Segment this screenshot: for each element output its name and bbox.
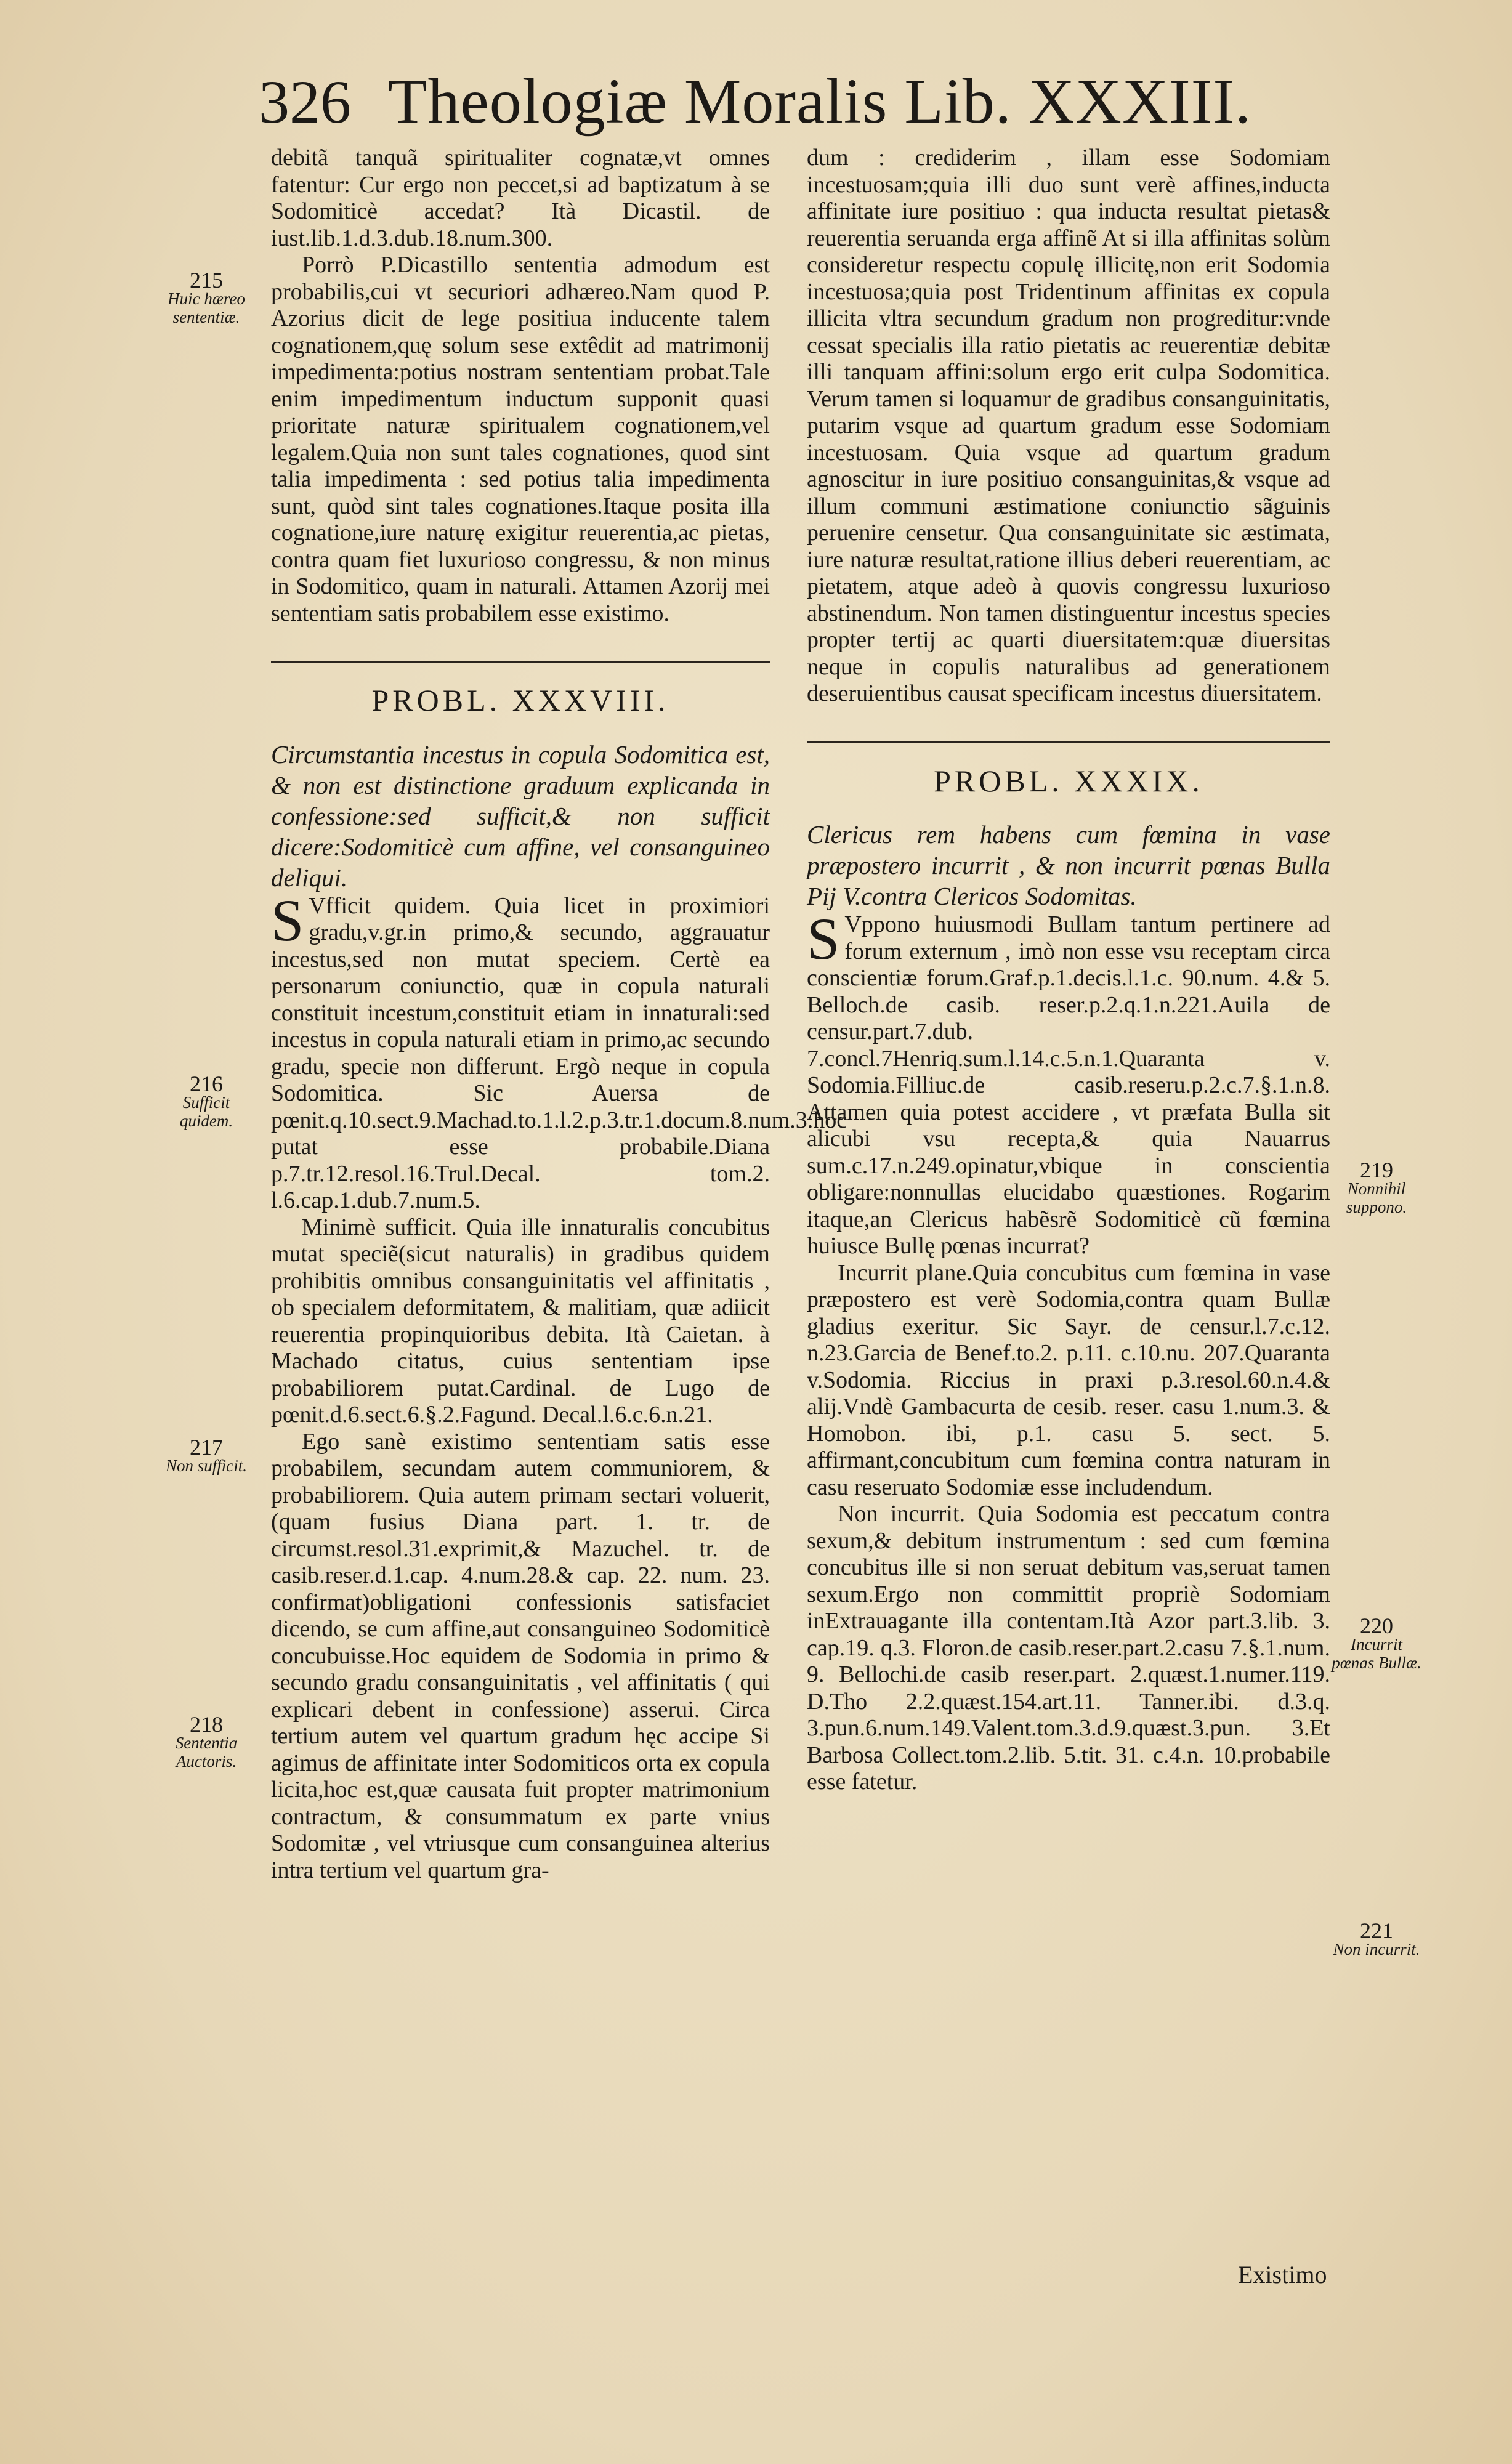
drop-cap: S bbox=[807, 906, 840, 972]
paragraph: dum : crediderim , illam esse Sodomiam incestuosam;quia illi duo sunt verè affines,inducta affinitate iure positiuo : qua inducta resultat pietas& reuerentia seruanda erga affinẽ At si illa affinitas solùm consideretur respectu copulę illicitę,non erit Sodomia incestuosa;quia post Tridentinum affinitas ex copula illicita vltra secundum gradum non progreditur:vnde cessat specialis illa ratio pietatis ac reuerentiæ debitæ illi tanquam affini:solum ergo erit culpa Sodomitica. Verum tamen si loquamur de gradibus consanguinitatis, putarim vsque ad quartum gradum esse Sodomiam incestuosam. Quia vsque ad quartum gradum agnoscitur in iure positiuo consanguinitas,& vsque ad illum communi æstimatione coniunctio sãguinis peruenire censetur. Qua consanguinitate sic æstimata, iure naturæ resultat,ratione illius deberi reuerentiam, ac pietatem, atque adeò à quovis congressu luxurioso abstinendum. Non tamen distinguentur incestus species propter tertij ac quarti diuersitatem:quæ diuersitas neque in copulis naturalibus ad generationem deseruientibus causat specificam incestus diuersitatem. bbox=[807, 145, 1330, 706]
margin-note-number: 217 bbox=[190, 1435, 223, 1460]
margin-note-text: Sententia Auctoris. bbox=[175, 1734, 238, 1771]
margin-note-218 bbox=[160, 1712, 253, 1771]
paragraph-text: Vppono huiusmodi Bullam tantum pertinere ad forum externum , imò non esse vsu receptam circa conscientiæ forum.Graf.p.1.decis.l.1.c. 90.num. 4.& 5. Belloch.de casib. reser.p.2.q.1.n.221.Auila de censur.part.7.dub. 7.concl.7Henriq.sum.l.14.c.5.n.1.Quaranta v. Sodomia.Filliuc.de casib.reseru.p.2.c.7.§.1.n.8. Attamen quia potest accidere , vt præfata Bulla sit alicubi vsu recepta,& quia Nauarrus sum.c.17.n.249.opinatur,vbique in conscientia obligare:nonnullas elucidabo quæstiones. Rogarim itaque,an Clericus habẽsrẽ Sodomiticè cũ fœmina huiusce Bullę pœnas incurrat? bbox=[807, 911, 1330, 1259]
problem-summary: Clericus rem habens cum fœmina in vase præpostero incurrit , & non incurrit pœnas Bulla Pij V.contra Clericos Sodomitas. bbox=[807, 820, 1330, 910]
margin-note-number: 218 bbox=[190, 1712, 223, 1737]
paragraph bbox=[271, 887, 847, 1214]
running-title: Theologiæ Moralis Lib. XXXIII. bbox=[388, 66, 1252, 137]
margin-note-number: 220 bbox=[1360, 1614, 1393, 1638]
left-column bbox=[271, 145, 847, 1884]
drop-cap: S bbox=[271, 887, 304, 953]
paragraph: Ego sanè existimo sententiam satis esse probabilem, secundam autem communiorem, & probabiliorem. Quia autem primam sectari voluerit,(quam fusius Diana part. 1. tr. de circumst.resol.31.exprimit,& Mazuchel. tr. de casib.reser.d.1.cap. 4.num.28.& cap. 22. num. 23. confirmat)obligationi confessionis satisfaciet dicendo, se cum affine,aut consanguineo Sodomiticè concubuisse.Hoc equidem de Sodomia in primo & secundo gradu consanguinitatis , vel affinitatis ( qui explicari debent in confessione) asserui. Circa tertium autem vel quartum gradum hęc accipe Si agimus de affinitate inter Sodomiticos orta ex copula licita,hoc est,quæ causata fuit propter matrimonium contractum, & consummatum ex parte vnius Sodomitæ , vel vtriusque cum consanguinea alterius intra tertium vel quartum gra- bbox=[271, 1428, 770, 1883]
right-column bbox=[807, 145, 1330, 1796]
paragraph: Incurrit plane.Quia concubitus cum fœmina in vase præpostero est verè Sodomia,contra quam Bullæ gladius exeritur. Sic Sayr. de censur.l.7.c.12. n.23.Garcia de Benef.to.2. p.11. c.10.nu. 207.Quaranta v.Sodomia. Riccius in praxi p.3.resol.60.n.4.& alij.Vndè Gambacurta de cesib. reser. casu 1.num.3. & Homobon. ibi, p.1. casu 5. sect. 5. affirmant,concubitum cum fœmina contra naturam in casu reseruato Sodomiæ esse includendum. bbox=[807, 1259, 1330, 1500]
margin-note-number: 221 bbox=[1360, 1918, 1393, 1943]
paragraph: Porrò P.Dicastillo sententia admodum est probabilis,cui vt securiori adhæreo.Nam quod P. Azorius dicit de lege positiua inducente talem cognationem,quę solum sese extêdit ad matrimonij impedimenta:potius nostram sententiam probat.Tale enim impedimentum inductum supponit quasi prioritate naturæ spiritualem cognationem,vel legalem.Quia non sunt tales cognationes, quod sint talia impedimenta : sed potius talia impedimenta sunt, quòd sint tales cognationes.Itaque posita illa cognatione,iure naturę exigitur reuerentia,ac pietas, contra quam fiet luxurioso congressu, & non minus in Sodomitico, quam in naturali. Attamen Azorij mei sententiam satis probabilem esse existimo. bbox=[271, 252, 770, 626]
margin-note-220 bbox=[1330, 1614, 1423, 1672]
section-divider bbox=[271, 661, 770, 663]
margin-note-text: Sufficit quidem. bbox=[179, 1093, 233, 1130]
margin-note-number: 216 bbox=[190, 1072, 223, 1096]
paragraph: Non incurrit. Quia Sodomia est peccatum contra sexum,& debitum instrumentum : sed cum fœmina concubitus ille si non seruat debitum vas,seruat tamen sexum.Ergo non committit propriè Sodomiam inExtrauagante illa contentam.Ità Azor part.3.lib. 3. cap.19. q.3. Floron.de casib.reser.part.2.casu 7.§.1.num. 9. Bellochi.de casib reser.part. 2.quæst.1.numer.119. D.Tho 2.2.quæst.154.art.11. Tanner.ibi. d.3.q. 3.pun.6.num.149.Valent.tom.3.d.9.quæst.3.pun. 3.Et Barbosa Collect.tom.2.lib. 5.tit. 31. c.4.n. 10.probabile esse fatetur. bbox=[807, 1501, 1330, 1795]
page-header bbox=[259, 65, 1306, 145]
margin-note-221 bbox=[1330, 1918, 1423, 1958]
margin-note-text: Non incurrit. bbox=[1333, 1940, 1420, 1958]
margin-note-219 bbox=[1330, 1158, 1423, 1216]
paragraph bbox=[807, 906, 1330, 1260]
paragraph-text: Vfficit quidem. Quia licet in proximiori gradu,v.gr.in primo,& secundo, aggrauatur incestus,sed non mutat speciem. Certè ea personarum coniunctio, quæ in copula naturali constituit incestum,constituit etiam in innaturali:sed incestus in copula naturali etiam in primo,ac secundo gradu, specie non differunt. Ergò neque in copula Sodomitica. Sic Auersa de pœnit.q.10.sect.9.Machad.to.1.l.2.p.3.tr.1.docum.8.num.3.hoc putat esse probabile.Diana p.7.tr.12.resol.16.Trul.Decal. tom.2. l.6.cap.1.dub.7.num.5. bbox=[271, 892, 847, 1213]
margin-note-text: Nonnihil suppono. bbox=[1346, 1179, 1407, 1216]
margin-note-text: Incurrit pœnas Bullæ. bbox=[1332, 1635, 1421, 1672]
problem-title: PROBL. XXXVIII. bbox=[371, 683, 669, 717]
paragraph: Minimè sufficit. Quia ille innaturalis concubitus mutat speciẽ(sicut naturalis) in gradibus quidem prohibitis omnibus consanguinitatis vel affinitatis , ob specialem deformitatem, & malitiam, quæ adiicit reuerentia propinquioribus debita. Ità Caietan. à Machado citatus, cuius sententiam ipse probabiliorem putat.Cardinal. de Lugo de pœnit.d.6.sect.6.§.2.Fagund. Decal.l.6.c.6.n.21. bbox=[271, 1214, 770, 1428]
margin-note-215 bbox=[160, 268, 253, 326]
margin-note-text: Huic hæreo sententiæ. bbox=[168, 289, 245, 326]
margin-note-217 bbox=[160, 1435, 253, 1475]
problem-summary: Circumstantia incestus in copula Sodomitica est, & non est distinctione graduum explicanda in confessione:sed sufficit,& non sufficit dicere:Sodomiticè cum affine, vel consanguineo deliqui. bbox=[271, 740, 770, 892]
paragraph: debitã tanquã spiritualiter cognatæ,vt omnes fatentur: Cur ergo non peccet,si ad baptizatum à se Sodomiticè accedat? Ità Dicastil. de iust.lib.1.d.3.dub.18.num.300. bbox=[271, 145, 770, 251]
problem-title: PROBL. XXXIX. bbox=[934, 763, 1203, 798]
margin-note-text: Non sufficit. bbox=[165, 1456, 247, 1475]
catchword: Existimo bbox=[1238, 2261, 1327, 2288]
page-number: 326 bbox=[259, 68, 351, 136]
margin-note-number: 215 bbox=[190, 268, 223, 293]
margin-note-number: 219 bbox=[1360, 1158, 1393, 1182]
section-divider bbox=[807, 741, 1330, 743]
margin-note-216 bbox=[160, 1072, 253, 1130]
